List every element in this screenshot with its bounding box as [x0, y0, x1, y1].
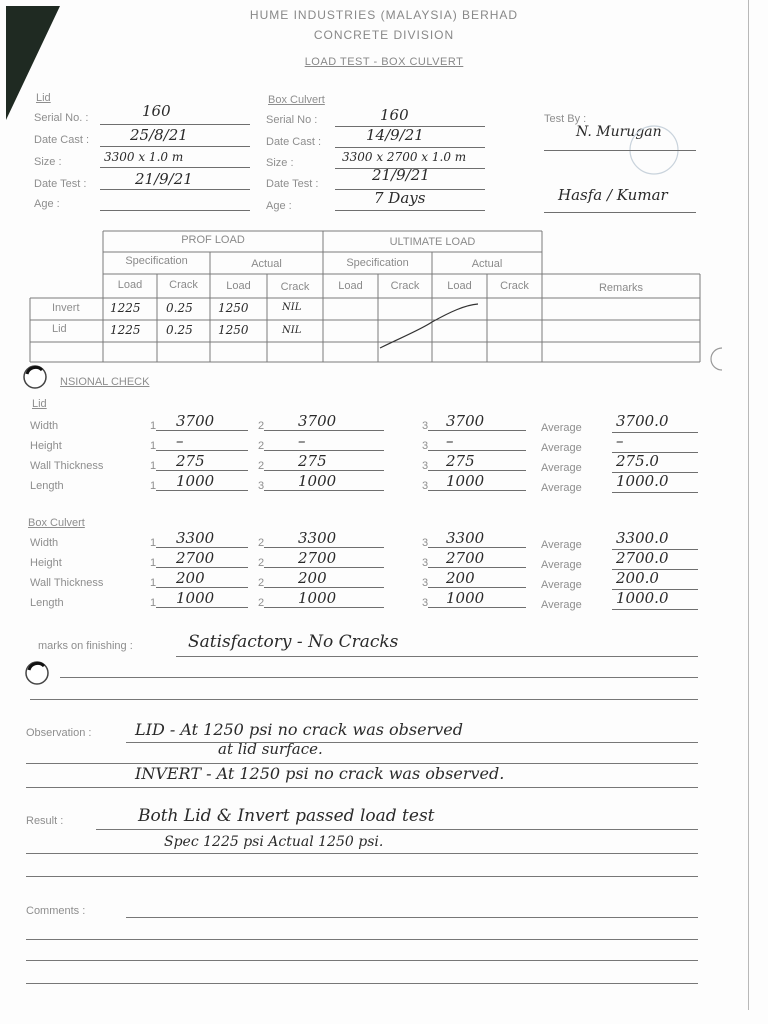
- box-dim-line-3: [428, 607, 526, 608]
- result-label: Result :: [26, 815, 64, 827]
- box-dim-label: Wall Thickness: [30, 577, 104, 589]
- row-label-invert: Invert: [52, 302, 80, 314]
- punch-hole-2: [22, 658, 52, 688]
- box-dim-index-1: 1: [150, 577, 157, 589]
- tester-name-2: Hasfa / Kumar: [558, 186, 668, 204]
- lid-dim-average-label: Average: [541, 422, 582, 434]
- company-name: HUME INDUSTRIES (MALAYSIA) BERHAD: [249, 8, 519, 22]
- lid-dim-line-2: [264, 490, 384, 491]
- invert-spec-load: 1225: [110, 301, 141, 315]
- box-dim-average-label: Average: [541, 559, 582, 571]
- ultimate-actual-header: Actual: [471, 258, 503, 270]
- box-dim-line-1: [156, 567, 248, 568]
- box-date-test-label: Date Test :: [266, 178, 319, 190]
- box-dim-index-3: 3: [422, 577, 429, 589]
- box-dim-line-1: [156, 587, 248, 588]
- box-dim-index-1: 1: [150, 537, 157, 549]
- box-dim-index-1: 1: [150, 597, 157, 609]
- observation-line-2: at lid surface.: [218, 740, 323, 758]
- lid-dim-value-2: –: [298, 432, 306, 450]
- invert-spec-crack: 0.25: [166, 301, 193, 315]
- lid-dim-line-1: [156, 450, 248, 451]
- box-dim-value-1: 1000: [176, 589, 215, 607]
- box-dim-label: Height: [30, 557, 62, 569]
- col-crack-3: Crack: [390, 280, 420, 292]
- lid-date-cast-value: 25/8/21: [130, 126, 188, 144]
- lid-date-cast-label: Date Cast :: [34, 134, 90, 146]
- lid-dim-label: Width: [30, 420, 59, 432]
- box-serial-label: Serial No :: [266, 114, 318, 126]
- box-serial-value: 160: [380, 106, 409, 124]
- col-crack-4: Crack: [500, 280, 529, 292]
- remarks-finishing-label: marks on finishing :: [38, 640, 133, 652]
- load-table-grid: [0, 0, 768, 400]
- observation-label: Observation :: [26, 727, 92, 739]
- lid-dim-value-1: 3700: [176, 412, 215, 430]
- lid-actual-crack: NIL: [282, 325, 302, 336]
- box-dim-line-3: [428, 547, 526, 548]
- lid-dim-line-1: [156, 430, 248, 431]
- box-dim-index-3: 3: [422, 537, 429, 549]
- box-dim-index-1: 1: [150, 557, 157, 569]
- box-dim-label: Length: [30, 597, 64, 609]
- col-crack-2: Crack: [280, 281, 310, 293]
- box-size-value: 3300 x 2700 x 1.0 m: [342, 150, 467, 164]
- lid-dim-value-1: –: [176, 432, 184, 450]
- box-age-label: Age :: [266, 200, 292, 212]
- box-dim-value-2: 200: [298, 569, 327, 587]
- test-by-label: Test By :: [544, 113, 587, 125]
- punch-hole-3: [700, 344, 730, 374]
- lid-size-value: 3300 x 1.0 m: [104, 150, 184, 164]
- result-line-2: Spec 1225 psi Actual 1250 psi.: [164, 834, 384, 850]
- box-dim-value-3: 2700: [446, 549, 485, 567]
- proof-actual-header: Actual: [251, 258, 282, 270]
- lid-dim-average-label: Average: [541, 462, 582, 474]
- box-dim-line-3: [428, 587, 526, 588]
- lid-dim-index-1: 1: [150, 480, 157, 492]
- lid-dim-label: Height: [30, 440, 62, 452]
- lid-age-label: Age :: [34, 198, 60, 210]
- lid-size-label: Size :: [34, 156, 62, 168]
- lid-spec-crack: 0.25: [166, 323, 193, 337]
- proof-load-header: PROF LOAD: [181, 234, 245, 246]
- ultimate-load-header: ULTIMATE LOAD: [389, 236, 476, 248]
- lid-dim-index-2: 2: [258, 460, 265, 472]
- lid-dim-line-3: [428, 430, 526, 431]
- lid-dim-line-2: [264, 430, 384, 431]
- col-load-2: Load: [226, 280, 251, 292]
- box-dim-index-2: 2: [258, 597, 265, 609]
- comments-label: Comments :: [26, 905, 86, 917]
- box-dim-average-value: 1000.0: [616, 589, 669, 607]
- box-dim-label: Width: [30, 537, 59, 549]
- lid-dim-value-3: –: [446, 432, 454, 450]
- box-dim-index-3: 3: [422, 597, 429, 609]
- lid-dim-label: Length: [30, 480, 64, 492]
- lid-dim-label: Wall Thickness: [30, 460, 104, 472]
- box-date-test-value: 21/9/21: [372, 166, 430, 184]
- box-dim-line-3: [428, 567, 526, 568]
- dimensional-check-heading: NSIONAL CHECK: [60, 376, 150, 388]
- lid-date-test-label: Date Test :: [34, 178, 87, 190]
- lid-dim-line-avg: [612, 432, 698, 433]
- observation-line-1: LID - At 1250 psi no crack was observed: [135, 720, 463, 739]
- box-dim-average-label: Average: [541, 539, 582, 551]
- box-dim-line-avg: [612, 609, 698, 610]
- lid-actual-load: 1250: [218, 323, 249, 337]
- tester-name-1: N. Murugan: [576, 124, 662, 140]
- box-dim-value-1: 200: [176, 569, 205, 587]
- box-dim-value-3: 1000: [446, 589, 485, 607]
- lid-dim-line-1: [156, 490, 248, 491]
- box-dim-line-2: [264, 567, 384, 568]
- lid-dim-average-value: 3700.0: [616, 412, 669, 430]
- lid-dim-average-label: Average: [541, 482, 582, 494]
- ultimate-spec-header: Specification: [346, 257, 409, 269]
- lid-dim-value-2: 275: [298, 452, 327, 470]
- lid-dim-value-3: 3700: [446, 412, 485, 430]
- box-dim-average-value: 200.0: [616, 569, 659, 587]
- box-dim-value-1: 3300: [176, 529, 215, 547]
- lid-dim-value-3: 1000: [446, 472, 485, 490]
- box-dim-value-1: 2700: [176, 549, 215, 567]
- box-dim-line-2: [264, 587, 384, 588]
- lid-heading: Lid: [36, 92, 51, 104]
- box-dim-line-2: [264, 607, 384, 608]
- lid-date-test-value: 21/9/21: [135, 170, 193, 188]
- col-crack-1: Crack: [169, 279, 198, 291]
- lid-dim-index-1: 1: [150, 440, 157, 452]
- box-dim-value-3: 200: [446, 569, 475, 587]
- lid-dim-index-3: 3: [422, 440, 429, 452]
- lid-dim-index-3: 3: [422, 420, 429, 432]
- box-dim-index-2: 2: [258, 557, 265, 569]
- lid-dim-index-2: 2: [258, 440, 265, 452]
- lid-dim-line-3: [428, 470, 526, 471]
- row-label-lid: Lid: [52, 323, 67, 335]
- lid-dim-value-3: 275: [446, 452, 475, 470]
- lid-dim-index-1: 1: [150, 420, 157, 432]
- lid-serial-label: Serial No. :: [34, 112, 89, 124]
- box-dim-index-2: 2: [258, 537, 265, 549]
- lid-dim-line-3: [428, 490, 526, 491]
- lid-dim-average-label: Average: [541, 442, 582, 454]
- box-date-cast-value: 14/9/21: [366, 126, 424, 144]
- lid-dim-average-value: 1000.0: [616, 472, 669, 490]
- dim-lid-heading: Lid: [32, 398, 47, 410]
- box-dim-line-1: [156, 607, 248, 608]
- division-name: CONCRETE DIVISION: [313, 28, 455, 42]
- proof-spec-header: Specification: [125, 255, 188, 267]
- lid-dim-line-1: [156, 470, 248, 471]
- box-culvert-heading: Box Culvert: [268, 94, 325, 106]
- lid-dim-value-2: 1000: [298, 472, 337, 490]
- dim-box-heading: Box Culvert: [28, 517, 85, 529]
- lid-spec-load: 1225: [110, 323, 141, 337]
- form-title: LOAD TEST - BOX CULVERT: [304, 56, 464, 68]
- observation-line-3: INVERT - At 1250 psi no crack was observed.: [135, 764, 505, 783]
- invert-actual-crack: NIL: [282, 302, 302, 313]
- box-dim-value-2: 1000: [298, 589, 337, 607]
- lid-dim-average-value: –: [616, 432, 624, 450]
- lid-dim-index-1: 1: [150, 460, 157, 472]
- lid-dim-index-3: 3: [422, 460, 429, 472]
- lid-dim-value-1: 275: [176, 452, 205, 470]
- col-remarks: Remarks: [598, 282, 643, 294]
- col-load-1: Load: [117, 279, 143, 291]
- lid-dim-average-value: 275.0: [616, 452, 659, 470]
- box-dim-value-2: 2700: [298, 549, 337, 567]
- box-dim-average-value: 2700.0: [616, 549, 669, 567]
- box-dim-line-2: [264, 547, 384, 548]
- box-dim-index-3: 3: [422, 557, 429, 569]
- box-dim-average-value: 3300.0: [616, 529, 669, 547]
- invert-actual-load: 1250: [218, 301, 249, 315]
- box-size-label: Size :: [266, 157, 294, 169]
- lid-dim-index-3: 3: [422, 480, 429, 492]
- lid-dim-value-2: 3700: [298, 412, 337, 430]
- box-dim-average-label: Average: [541, 599, 582, 611]
- box-age-value: 7 Days: [374, 189, 426, 207]
- box-dim-value-2: 3300: [298, 529, 337, 547]
- lid-dim-line-3: [428, 450, 526, 451]
- lid-dim-line-2: [264, 470, 384, 471]
- remarks-finishing-text: Satisfactory - No Cracks: [188, 632, 399, 652]
- col-load-3: Load: [338, 280, 363, 292]
- lid-dim-index-2: 3: [258, 480, 265, 492]
- lid-dim-line-2: [264, 450, 384, 451]
- box-date-cast-label: Date Cast :: [266, 136, 322, 148]
- box-dim-average-label: Average: [541, 579, 582, 591]
- result-line-1: Both Lid & Invert passed load test: [138, 806, 435, 826]
- col-load-4: Load: [447, 280, 472, 292]
- box-dim-index-2: 2: [258, 577, 265, 589]
- punch-hole-1: [20, 362, 50, 392]
- box-dim-line-1: [156, 547, 248, 548]
- lid-dim-line-avg: [612, 492, 698, 493]
- page-edge-line: [748, 0, 749, 1010]
- lid-dim-value-1: 1000: [176, 472, 215, 490]
- lid-dim-index-2: 2: [258, 420, 265, 432]
- lid-serial-value: 160: [142, 102, 171, 120]
- box-dim-value-3: 3300: [446, 529, 485, 547]
